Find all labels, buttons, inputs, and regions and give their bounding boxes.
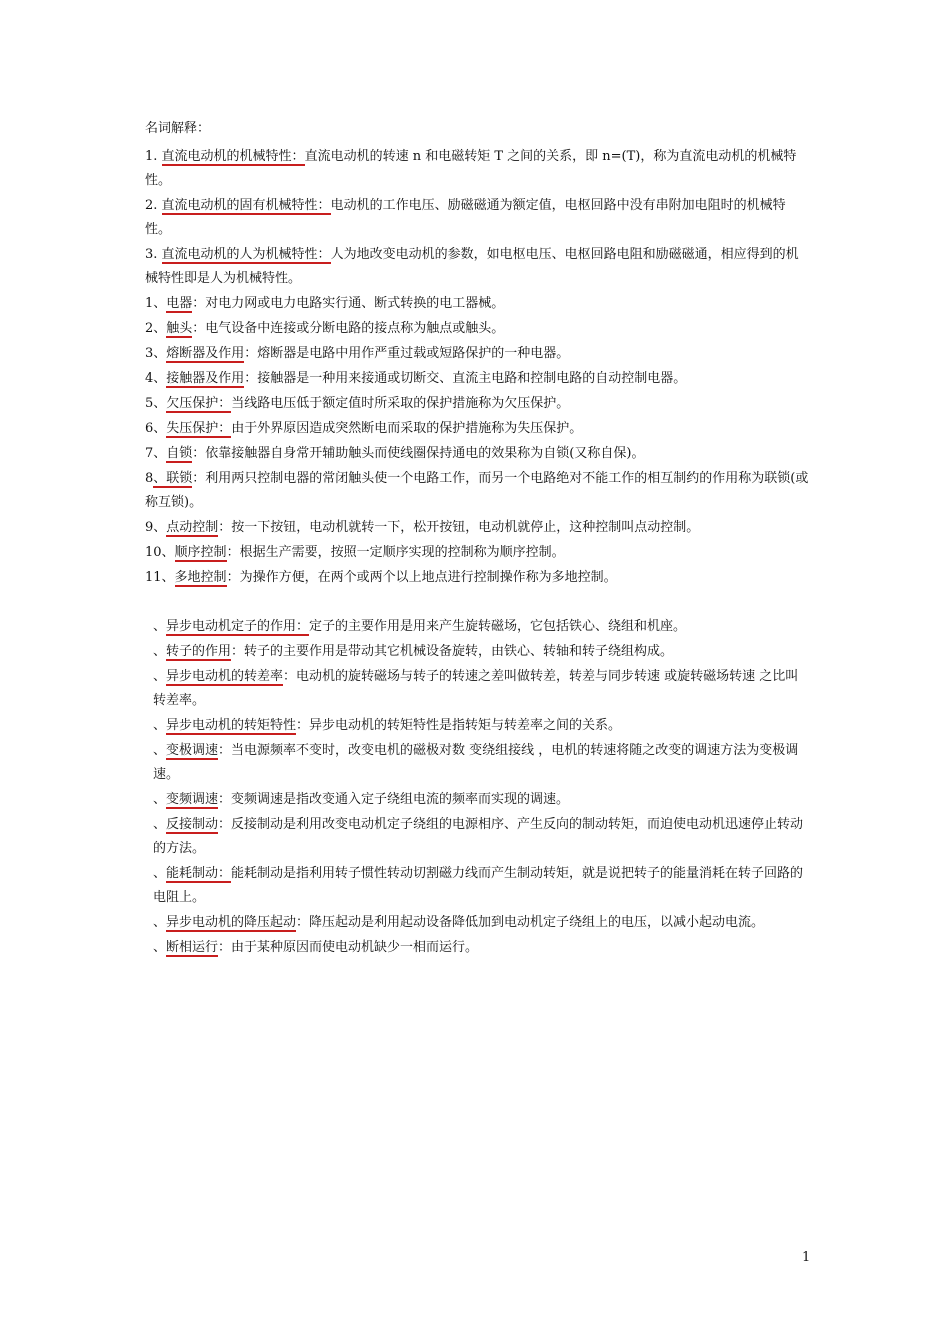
definition-entry — [145, 911, 810, 935]
definition-entry — [145, 145, 810, 193]
entry-term: 多地控制 — [174, 570, 227, 585]
definition-entry — [145, 813, 810, 861]
entry-definition: ：为操作方便，在两个或两个以上地点进行控制操作称为多地控制。 — [226, 570, 617, 585]
definition-entry — [145, 194, 810, 242]
entry-definition: ：电气设备中连接或分断电路的接点称为触点或触头。 — [192, 321, 505, 336]
entry-number: 3、 — [145, 346, 167, 361]
entry-definition: ：由于某种原因而使电动机缺少一相而运行。 — [218, 940, 479, 955]
entry-definition: ：异步电动机的转矩特性是指转矩与转差率之间的关系。 — [296, 718, 622, 733]
entry-number: 、 — [153, 743, 167, 758]
entry-term: 直流电动机的机械特性： — [161, 149, 305, 164]
definition-entry — [145, 392, 810, 416]
entry-definition: ：根据生产需要，按照一定顺序实现的控制称为顺序控制。 — [226, 545, 565, 560]
entry-definition: 由于外界原因造成突然断电而采取的保护措施称为失压保护。 — [231, 421, 583, 436]
entry-definition: ：降压起动是利用起动设备降低加到电动机定子绕组上的电压，以减小起动电流。 — [296, 915, 765, 930]
entry-definition: ：反接制动是利用改变电动机定子绕组的电源相序、产生反向的制动转矩，而迫使电动机迅速停止转动的方法。 — [153, 817, 804, 856]
entry-number: 2、 — [145, 321, 167, 336]
entry-number: 、 — [153, 915, 167, 930]
definition-entry — [145, 936, 810, 960]
entry-number: 、 — [153, 644, 167, 659]
section-async-motor — [145, 615, 810, 960]
entry-term: 顺序控制 — [174, 545, 227, 560]
entry-number: 、 — [153, 792, 167, 807]
entry-term: 熔断器及作用 — [166, 346, 245, 361]
entry-definition: ：利用两只控制电器的常闭触头使一个电路工作，而另一个电路绝对不能工作的相互制约的作用称为联锁(或称互锁)。 — [145, 471, 809, 510]
entry-definition: 电动机的工作电压、励磁磁通为额定值，电枢回路中没有串附加电阻时的机械特性。 — [145, 198, 786, 237]
entry-term: 接触器及作用 — [166, 371, 245, 386]
definition-entry — [145, 665, 810, 713]
entry-number: 1、 — [145, 296, 167, 311]
entry-definition: ：对电力网或电力电路实行通、断式转换的电工器械。 — [192, 296, 505, 311]
entry-term: 异步电动机定子的作用： — [166, 619, 310, 634]
entry-number: 、 — [153, 718, 167, 733]
entry-term: 直流电动机的固有机械特性： — [161, 198, 331, 213]
entry-number: 4、 — [145, 371, 167, 386]
entry-number: 3. — [145, 247, 162, 262]
entry-number: 8 — [145, 471, 154, 486]
entry-number: 、 — [153, 817, 167, 832]
page-number: 1 — [802, 1250, 811, 1265]
definition-entry — [145, 714, 810, 738]
definition-entry — [145, 615, 810, 639]
entry-definition: ：依靠接触器自身常开辅助触头而使线圈保持通电的效果称为自锁(又称自保)。 — [192, 446, 645, 461]
entry-term: 自锁 — [166, 446, 193, 461]
entry-term: 失压保护： — [166, 421, 232, 436]
entry-number: 10、 — [145, 545, 175, 560]
entry-definition: ：当电源频率不变时，改变电机的磁极对数 变绕组接线 ，电机的转速将随之改变的调速方法为变极调速。 — [153, 743, 799, 782]
definition-entry — [145, 292, 810, 316]
entry-number: 9、 — [145, 520, 167, 535]
definition-entry — [145, 367, 810, 391]
entry-number: 、 — [153, 940, 167, 955]
entry-definition: 定子的主要作用是用来产生旋转磁场，它包括铁心、绕组和机座。 — [309, 619, 687, 634]
entry-term: 能耗制动： — [166, 866, 232, 881]
entry-term: 点动控制 — [166, 520, 219, 535]
definition-entry — [145, 442, 810, 466]
definition-entry — [145, 640, 810, 664]
entry-definition: ：按一下按钮，电动机就转一下，松开按钮，电动机就停止，这种控制叫点动控制。 — [218, 520, 700, 535]
entry-definition: 当线路电压低于额定值时所采取的保护措施称为欠压保护。 — [231, 396, 570, 411]
entry-definition: ：变频调速是指改变通入定子绕组电流的频率而实现的调速。 — [218, 792, 570, 807]
entry-definition: 直流电动机的转速 n 和电磁转矩 T 之间的关系，即 n=(T)，称为直流电动机的机械特性。 — [145, 149, 797, 188]
entry-term: 、联锁 — [153, 471, 193, 486]
entry-term: 触头 — [166, 321, 193, 336]
entry-definition: ：接触器是一种用来接通或切断交、直流主电路和控制电路的自动控制电器。 — [244, 371, 687, 386]
section-dc-motor-and-control — [145, 145, 810, 590]
entry-term: 异步电动机的转矩特性 — [166, 718, 297, 733]
definition-entry — [145, 739, 810, 787]
entry-term: 反接制动 — [166, 817, 219, 832]
entry-definition: ：转子的主要作用是带动其它机械设备旋转，由铁心、转轴和转子绕组构成。 — [231, 644, 674, 659]
definition-list — [145, 145, 810, 961]
entry-definition: ：电动机的旋转磁场与转子的转速之差叫做转差，转差与同步转速 或旋转磁场转速 之比叫转差率。 — [153, 669, 799, 708]
entry-term: 电器 — [166, 296, 193, 311]
entry-term: 变频调速 — [166, 792, 219, 807]
entry-definition: 能耗制动是指利用转子惯性转动切割磁力线而产生制动转矩，就是说把转子的能量消耗在转子回路的电阻上。 — [153, 866, 804, 905]
definition-entry — [145, 788, 810, 812]
entry-term: 断相运行 — [166, 940, 219, 955]
entry-term: 直流电动机的人为机械特性： — [161, 247, 331, 262]
entry-term: 欠压保护： — [166, 396, 232, 411]
definition-entry — [145, 243, 810, 291]
definition-entry — [145, 516, 810, 540]
definition-entry — [145, 541, 810, 565]
entry-number: 、 — [153, 619, 167, 634]
entry-number: 11、 — [145, 570, 175, 585]
definition-entry — [145, 566, 810, 590]
entry-number: 2. — [145, 198, 162, 213]
entry-definition: ：熔断器是电路中用作严重过载或短路保护的一种电器。 — [244, 346, 570, 361]
definition-entry — [145, 317, 810, 341]
document-heading: 名词解释： — [145, 121, 211, 136]
entry-number: 5、 — [145, 396, 167, 411]
entry-number: 6、 — [145, 421, 167, 436]
definition-entry — [145, 417, 810, 441]
entry-term: 异步电动机的转差率 — [166, 669, 284, 684]
entry-number: 7、 — [145, 446, 167, 461]
definition-entry — [145, 862, 810, 910]
entry-term: 转子的作用 — [166, 644, 232, 659]
definition-entry — [145, 342, 810, 366]
entry-definition: 人为地改变电动机的参数，如电枢电压、电枢回路电阻和励磁磁通，相应得到的机械特性即是人为机械特性。 — [145, 247, 799, 286]
entry-number: 、 — [153, 669, 167, 684]
entry-number: 、 — [153, 866, 167, 881]
entry-number: 1. — [145, 149, 162, 164]
definition-entry — [145, 467, 810, 515]
entry-term: 变极调速 — [166, 743, 219, 758]
entry-term: 异步电动机的降压起动 — [166, 915, 297, 930]
section-gap — [145, 591, 810, 615]
